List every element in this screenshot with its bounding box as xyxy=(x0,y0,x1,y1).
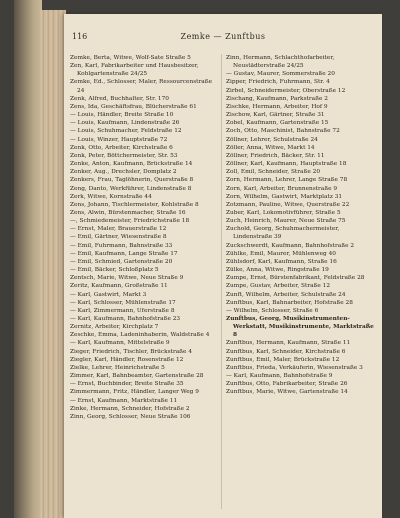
directory-entry: Zotzmann, Pauline, Witwe, Querstraße 22 xyxy=(226,201,350,208)
directory-entry: — Karl, Kaufmann, Mittelstraße 9 xyxy=(70,340,170,347)
right-column xyxy=(226,54,376,514)
directory-entry: — Louis, Winzer, Hauptstraße 72 xyxy=(70,136,168,143)
directory-entry: Zöller, Anna, Witwe, Markt 14 xyxy=(226,144,315,151)
directory-entry: Zorn, Karl, Arbeiter, Brunnenstraße 9 xyxy=(226,185,338,192)
directory-entry: — Louis, Händler, Breite Straße 10 xyxy=(70,112,174,119)
directory-entry: Zischang, Kaufmann, Parkstraße 2 xyxy=(226,95,328,102)
directory-entry: Zenker, Aug., Drechsler, Domplatz 2 xyxy=(70,169,177,176)
page-header xyxy=(64,32,382,44)
directory-entry: — Wilhelm, Schlosser, Straße 6 xyxy=(226,307,319,314)
directory-entry: Ziegler, Karl, Händler, Rosenstraße 12 xyxy=(70,356,184,363)
directory-entry: Zunftbus, Marie, Witwe, Gartenstraße 14 xyxy=(226,389,348,396)
directory-entry: Zemke, Ed., Schlosser, Maler, Ressourcenstraße 24 xyxy=(70,79,213,94)
directory-entry: —, Schmiedemeister, Friedrichstraße 18 xyxy=(70,218,190,225)
directory-entry: — Ernst, Kaufmann, Marktstraße 11 xyxy=(70,397,178,404)
directory-entry: Zunftbus, Hermann, Kaufmann, Straße 11 xyxy=(226,340,351,347)
directory-page xyxy=(64,14,382,518)
directory-entry: — Gustav, Maurer, Sommerstraße 20 xyxy=(226,71,335,78)
directory-entry: Zöllner, Lehrer, Schulstraße 24 xyxy=(226,136,318,143)
directory-entry: Zunft, Wilhelm, Arbeiter, Schulstraße 24 xyxy=(226,291,346,298)
directory-entry: Zerk, Witwe, Kornstraße 44 xyxy=(70,193,152,200)
directory-entry: Zunftbus, Karl, Bahnarbeiter, Hofstraße 28 xyxy=(226,299,353,306)
directory-entry: Zuckschwerdt, Kaufmann, Bahnhofstraße 2 xyxy=(226,242,355,249)
book-spine xyxy=(14,0,42,518)
directory-entry: Zentsch, Marie, Witwe, Neue Straße 9 xyxy=(70,275,184,282)
directory-entry: — Emil, Fuhrmann, Bahnstraße 33 xyxy=(70,242,173,249)
directory-entry: Zielke, Lehrer, Heinrichstraße 5 xyxy=(70,364,165,371)
directory-entry: Zuber, Karl, Lokomotivführer, Straße 5 xyxy=(226,209,341,216)
directory-entry: Zenkers, Frau, Taglöhnerin, Querstraße 8 xyxy=(70,177,194,184)
directory-entry: Zimmermann, Fritz, Händler, Langer Weg 9 xyxy=(70,389,199,396)
directory-entry: Zobel, Kaufmann, Gartenstraße 15 xyxy=(226,120,329,127)
directory-entry: Zoll, Emil, Schneider, Straße 20 xyxy=(226,169,321,176)
directory-entry: Zenk, Otto, Arbeiter, Kirchstraße 6 xyxy=(70,144,173,151)
directory-entry: Zimmer, Karl, Bahnbeamter, Gartenstraße 28 xyxy=(70,373,204,380)
directory-entry: Zorn, Wilhelm, Gastwirt, Marktplatz 31 xyxy=(226,193,343,200)
directory-entry: Zen, Karl, Fabrikarbeiter und Hausbesitzer, Kohlgartenstraße 24/25 xyxy=(70,63,199,78)
directory-entry: Zeng, Danto, Werkführer, Lindenstraße 8 xyxy=(70,185,192,192)
directory-entry: Zühlsdorf, Karl, Kaufmann, Straße 16 xyxy=(226,258,337,265)
directory-entry: Zens, Alwin, Bürstenmacher, Straße 16 xyxy=(70,209,186,216)
directory-entry: Zuch, Heinrich, Maurer, Neue Straße 75 xyxy=(226,218,346,225)
directory-entry: — Karl, Zimmermann, Uferstraße 8 xyxy=(70,307,175,314)
directory-entry: — Emil, Bäcker, Schloßplatz 5 xyxy=(70,267,159,274)
directory-entry: Zipper, Friedrich, Fuhrmann, Str. 4 xyxy=(226,79,330,86)
directory-entry: Zunftbus, Emil, Maler, Brückstraße 12 xyxy=(226,356,340,363)
directory-entry: Zenk, Peter, Böttchermeister, Str. 53 xyxy=(70,152,178,159)
directory-entry: Zunftbus, Frieda, Verkäuferin, Wiesenstraße 3 xyxy=(226,364,363,371)
directory-entry: Zieger, Friedrich, Tischler, Brückstraße 4 xyxy=(70,348,193,355)
directory-entry: — Karl, Gastwirt, Markt 3 xyxy=(70,291,147,298)
page-title: Zemke — Zunftbus xyxy=(180,32,266,41)
directory-entry: — Louis, Kaufmann, Lindenstraße 26 xyxy=(70,120,180,127)
directory-entry: Zischke, Hermann, Arbeiter, Hof 9 xyxy=(226,103,328,110)
directory-entry: Zemke, Berta, Witwe, Wolf-Sate Straße 5 xyxy=(70,55,191,61)
directory-entry: Zens, Ida, Geschäftsfrau, Blücherstraße 61 xyxy=(70,103,197,110)
directory-entry: Zunftbus, Georg, Musikinstrumenten-Werkstatt, Musikinstrumente, Marktstraße 8 xyxy=(226,316,374,339)
directory-entry: Zirbel, Schneidermeister, Oberstraße 12 xyxy=(226,87,346,94)
directory-entry: — Karl, Schlosser, Mühlenstraße 17 xyxy=(70,299,176,306)
directory-entry: Zühlke, Emil, Maurer, Mühlenweg 40 xyxy=(226,250,336,257)
directory-entry: — Emil, Schmied, Gartenstraße 20 xyxy=(70,258,173,265)
directory-entry: Zenke, Anton, Kaufmann, Brückstraße 14 xyxy=(70,161,193,168)
directory-entry: Zunftbus, Karl, Schneider, Kirchstraße 6 xyxy=(226,348,346,355)
directory-entry: Zöllner, Karl, Kaufmann, Hauptstraße 18 xyxy=(226,161,347,168)
directory-entry: — Karl, Kaufmann, Bahnhofstraße 9 xyxy=(226,373,333,380)
directory-entry: — Louis, Schuhmacher, Feldstraße 12 xyxy=(70,128,182,135)
directory-entry: Zoch, Otto, Maschinist, Bahnstraße 72 xyxy=(226,128,340,135)
directory-entry: Zumpe, Gustav, Arbeiter, Straße 12 xyxy=(226,283,331,290)
directory-entry: — Ernst, Buchbinder, Breite Straße 35 xyxy=(70,381,184,388)
directory-entry: Zernitz, Arbeiter, Kirchplatz 7 xyxy=(70,324,159,331)
directory-entry: Zenk, Alfred, Buchhalter, Str. 170 xyxy=(70,95,169,102)
directory-entry: Zinke, Hermann, Schneider, Hofstraße 2 xyxy=(70,405,190,412)
page-number: 116 xyxy=(72,32,88,41)
directory-entry: — Karl, Kaufmann, Bahnhofstraße 23 xyxy=(70,316,181,322)
page-edges xyxy=(40,10,66,518)
directory-entry: Zorn, Hermann, Lehrer, Lange Straße 78 xyxy=(226,177,348,184)
column-divider xyxy=(221,54,222,509)
directory-entry: Zumpe, Ernst, Bürstenfabrikant, Feldstraße 28 xyxy=(226,275,365,282)
directory-entry: Zuchold, Georg, Schuhmachermeister, Lindenstraße 39 xyxy=(226,226,340,241)
directory-entry: Zülke, Anna, Witwe, Ringstraße 19 xyxy=(226,267,329,274)
directory-entry: Zeritz, Kaufmann, Großstraße 11 xyxy=(70,283,168,290)
directory-entry: Zeschke, Emma, Ladeninhaberin, Waldstraße 4 xyxy=(70,332,210,339)
directory-entry: — Emil, Gärtner, Wiesenstraße 8 xyxy=(70,234,167,241)
directory-entry: Zinn, Hermann, Schlachthofarbeiter, Neustädterstraße 24/25 xyxy=(226,55,335,70)
directory-entry: Zens, Johann, Tischlermeister, Kohlstraße 8 xyxy=(70,201,199,208)
directory-entry: Zöllner, Friedrich, Bäcker, Str. 11 xyxy=(226,152,325,159)
directory-entry: — Emil, Kaufmann, Lange Straße 17 xyxy=(70,250,178,257)
directory-entry: Zischow, Karl, Gärtner, Straße 31 xyxy=(226,112,325,119)
directory-entry: Zinn, Georg, Schlosser, Neue Straße 106 xyxy=(70,413,191,420)
directory-entry: Zunftbus, Otto, Fabrikarbeiter, Straße 26 xyxy=(226,381,348,388)
left-column xyxy=(70,54,218,514)
directory-entry: — Ernst, Maler, Brauerstraße 12 xyxy=(70,226,167,233)
